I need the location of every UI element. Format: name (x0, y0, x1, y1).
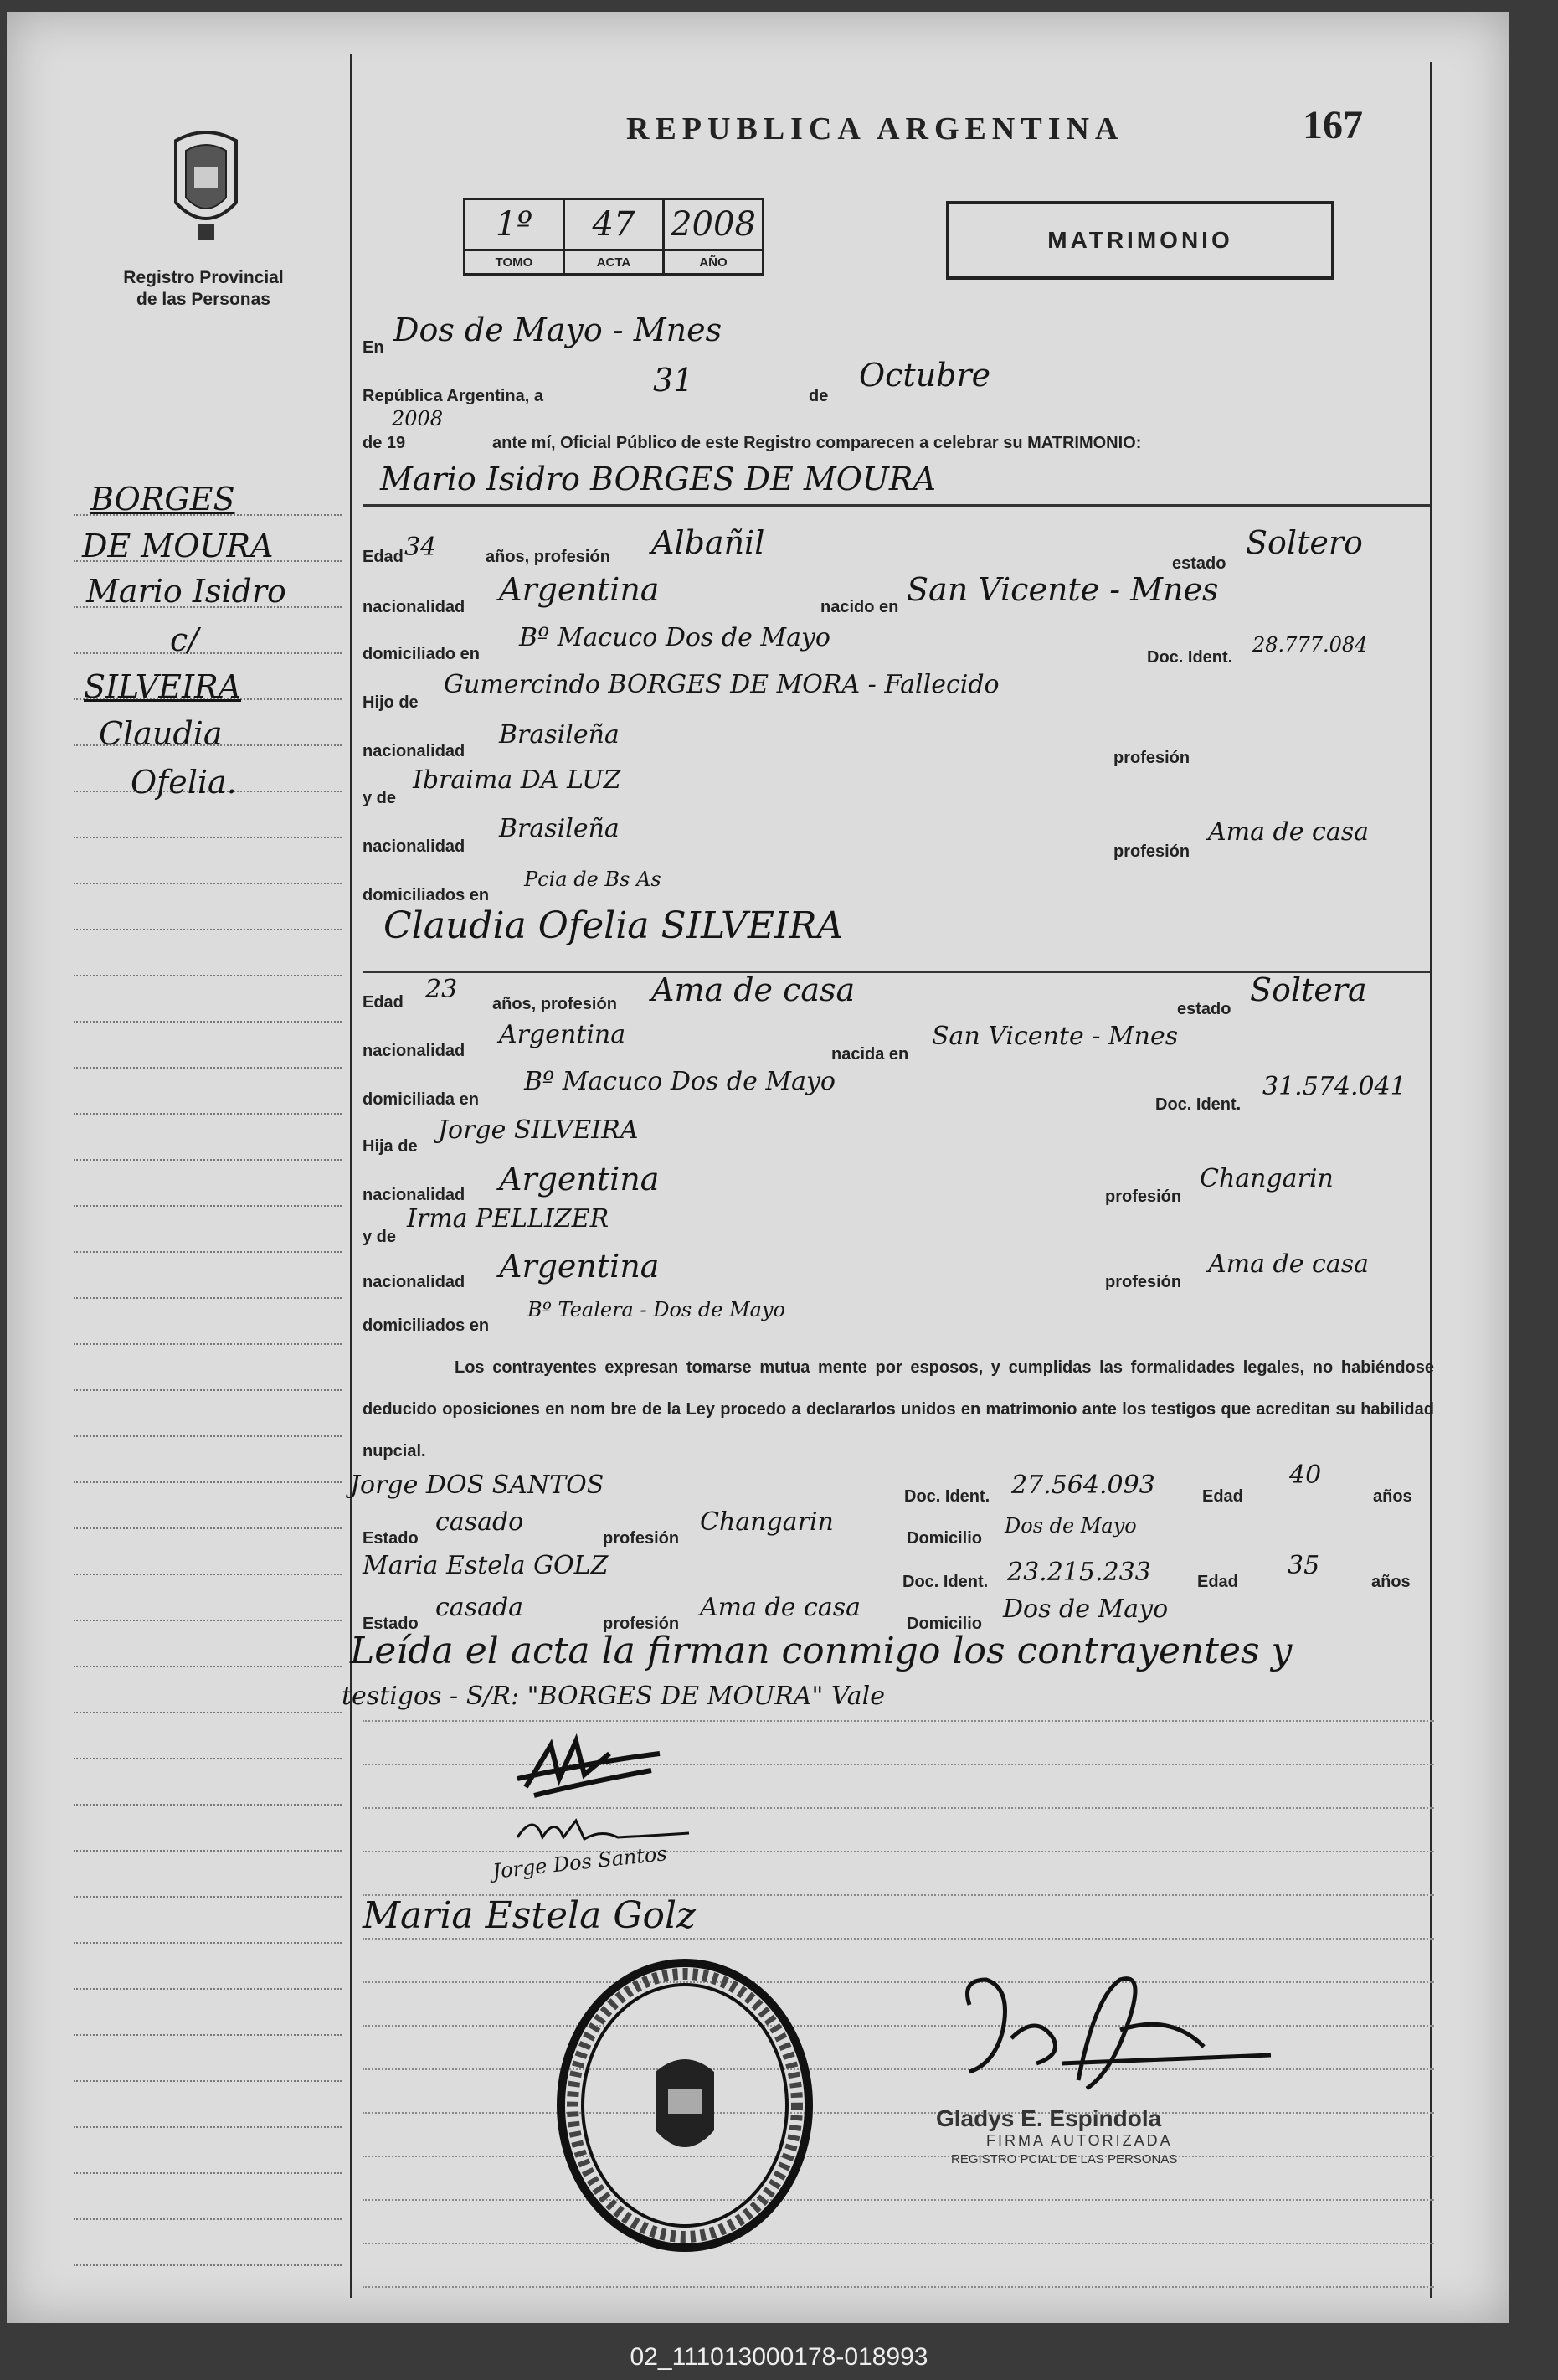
official-title: FIRMA AUTORIZADA (986, 2132, 1173, 2149)
margin-ruled-line (74, 1343, 342, 1345)
margin-ruled-line (74, 2080, 342, 2082)
margin-ruled-line (74, 1159, 342, 1161)
signature-scribble-icon (509, 1804, 702, 1854)
margin-ruled-line (74, 1021, 342, 1023)
official-signature-icon (953, 1963, 1288, 2114)
margin-note-line: c/ (170, 621, 199, 658)
signature-witness2: Maria Estela Golz (363, 1894, 697, 1937)
signature-scribble-icon (509, 1728, 676, 1804)
margin-ruled-line (74, 929, 342, 930)
registry-stamp-icon (551, 1955, 819, 2256)
day-field: 31 (653, 362, 694, 399)
margin-ruled-line (74, 1804, 342, 1806)
section-divider (363, 504, 1430, 507)
acta-value: 47 (564, 199, 664, 250)
bride-name: Claudia Ofelia SILVEIRA (383, 904, 844, 947)
right-margin-line (1430, 62, 1432, 2298)
margin-note-line: Ofelia. (131, 764, 237, 801)
margin-note-line: Mario Isidro (86, 573, 286, 610)
margin-note-line: BORGES (90, 481, 235, 518)
margin-ruled-line (74, 1850, 342, 1852)
closing-line: testigos - S/R: "BORGES DE MOURA" Vale (342, 1682, 885, 1711)
groom-name: Mario Isidro BORGES DE MOURA (380, 461, 936, 497)
margin-ruled-line (74, 1574, 342, 1575)
tomo-label: TOMO (465, 250, 564, 275)
margin-note-line: SILVEIRA (84, 668, 242, 705)
closing-line: Leída el acta la firman conmigo los contrayentes y (350, 1630, 1293, 1672)
body-ruled-line (363, 2199, 1434, 2201)
margin-ruled-line (74, 1527, 342, 1529)
act-reference-table (463, 198, 764, 276)
registry-name: Registro Provincial de las Personas (123, 268, 284, 309)
margin-ruled-line (74, 1988, 342, 1990)
year-field: 2008 (392, 407, 444, 430)
ano-label: AÑO (664, 250, 764, 275)
declaration-paragraph: Los contrayentes expresan tomarse mutua mente por esposos, y cumplidas las formalidades legales, no habiéndose deducido oposiciones en nom bre de la Ley procedo a declararlos unidos en matrimonio ante los testigos que acreditan su habilidad nupcial. (363, 1358, 1434, 1460)
margin-ruled-line (74, 837, 342, 838)
margin-ruled-line (74, 975, 342, 976)
page-number: 167 (1303, 103, 1363, 147)
margin-note-line: DE MOURA (82, 528, 274, 564)
margin-ruled-line (74, 2264, 342, 2266)
margin-ruled-line (74, 2218, 342, 2220)
official-subtitle: REGISTRO PCIAL DE LAS PERSONAS (951, 2152, 1178, 2166)
margin-ruled-line (74, 2126, 342, 2128)
margin-ruled-line (74, 1067, 342, 1069)
month-field: Octubre (859, 357, 991, 394)
registry-seal-icon (166, 129, 246, 246)
margin-ruled-line (74, 1620, 342, 1621)
body-ruled-line (363, 1938, 1434, 1940)
margin-ruled-line (74, 2034, 342, 2036)
ano-value: 2008 (664, 199, 764, 250)
margin-ruled-line (74, 1896, 342, 1898)
margin-ruled-line (74, 1712, 342, 1713)
margin-ruled-line (74, 1389, 342, 1391)
tomo-value: 1º (465, 199, 564, 250)
document-page: Registro Provincial de las Personas REPUBLICA ARGENTINA 167 1º 47 2008 TOMO ACTA AÑO MATRIMONIO BORGES DE MOURA Mario Isidro c/ SILVEIRA Claudia Ofelia. En Dos de Mayo - Mnes República Argentina, a 31 de Octubre de 19 2008 ante mí, Oficial Público de este Registro comparecen a celebrar su MATRIMONIO: Mario Isidro BORGES DE MOURA Edad 34 años, profesión Albañil estado Soltero nacionalidad Argentina nacido en San Vicente - Mnes domiciliado en Bº Macuco Dos de Mayo Doc. Ident. 28.777.084 Hijo de Gumercindo BORGES DE MORA - Fallecido nacionalidad Brasileña profesión y de Ibraima DA LUZ nacionalidad Brasileña profesión Ama de casa domiciliados en Pcia de Bs As Claudia Ofelia SILVEIRA Edad 23 años, profesión Ama de casa estado Soltera nacionalidad Argentina nacida en San Vicente - Mnes domiciliada en Bº Macuco Dos de Mayo Doc. Ident. 31.574.041 Hija de Jorge SILVEIRA nacionalidad Argentina profesión Changarin y de Irma PELLIZER nacionalidad Argentina profesión Ama de casa domiciliados en Bº Tealera - Dos de Mayo Los contrayentes expresan tomarse mutua mente por esposos, y cumplidas las formalidades legales, no habiéndose deducido oposiciones en nom bre de la Ley procedo a declararlos unidos en matrimonio ante los testigos que acreditan su habilidad nupcial. Jorge DOS SANTOS Doc. Ident. 27.564.093 Edad 40 años Estado casado profesión Changarin Domicilio Dos de Mayo Maria Estela GOLZ Doc. Ident. 23.215.233 Edad 35 años Estado casada profesión Ama de casa Domicilio Dos de Mayo Leída el acta la firman conmigo los contrayentes y testigos - S/R: "BORGES DE MOURA" Vale Jorge Dos Santos Maria Estela Golz Gladys E. Espindola FIRMA AUTORIZADA REGISTRO PCIAL DE LAS PERSONAS (7, 12, 1509, 2323)
act-type-box: MATRIMONIO (946, 201, 1334, 280)
official-name: Gladys E. Espindola (936, 2105, 1162, 2131)
margin-ruled-line (74, 1666, 342, 1667)
margin-note-line: Claudia (99, 715, 223, 752)
margin-ruled-line (74, 652, 342, 654)
footer-code: 02_111013000178-018993 (630, 2343, 928, 2371)
margin-ruled-line (74, 1205, 342, 1207)
margin-ruled-line (74, 2172, 342, 2174)
body-ruled-line (363, 2243, 1434, 2244)
acta-label: ACTA (564, 250, 664, 275)
margin-ruled-line (74, 1297, 342, 1299)
margin-ruled-line (74, 1942, 342, 1944)
body-ruled-line (363, 1720, 1434, 1722)
left-margin-line (350, 54, 352, 2298)
margin-ruled-line (74, 1481, 342, 1483)
body-ruled-line (363, 2156, 1434, 2157)
place-field: Dos de Mayo - Mnes (393, 312, 722, 348)
page-title: REPUBLICA ARGENTINA (626, 111, 1124, 147)
margin-ruled-line (74, 1251, 342, 1253)
margin-ruled-line (74, 1113, 342, 1115)
margin-ruled-line (74, 883, 342, 884)
body-ruled-line (363, 2286, 1434, 2288)
signature-witness1: Jorge Dos Santos (491, 1842, 668, 1883)
witness2-name: Maria Estela GOLZ (363, 1551, 609, 1580)
witness1-name: Jorge DOS SANTOS (350, 1471, 604, 1500)
margin-ruled-line (74, 1758, 342, 1759)
margin-ruled-line (74, 1435, 342, 1437)
